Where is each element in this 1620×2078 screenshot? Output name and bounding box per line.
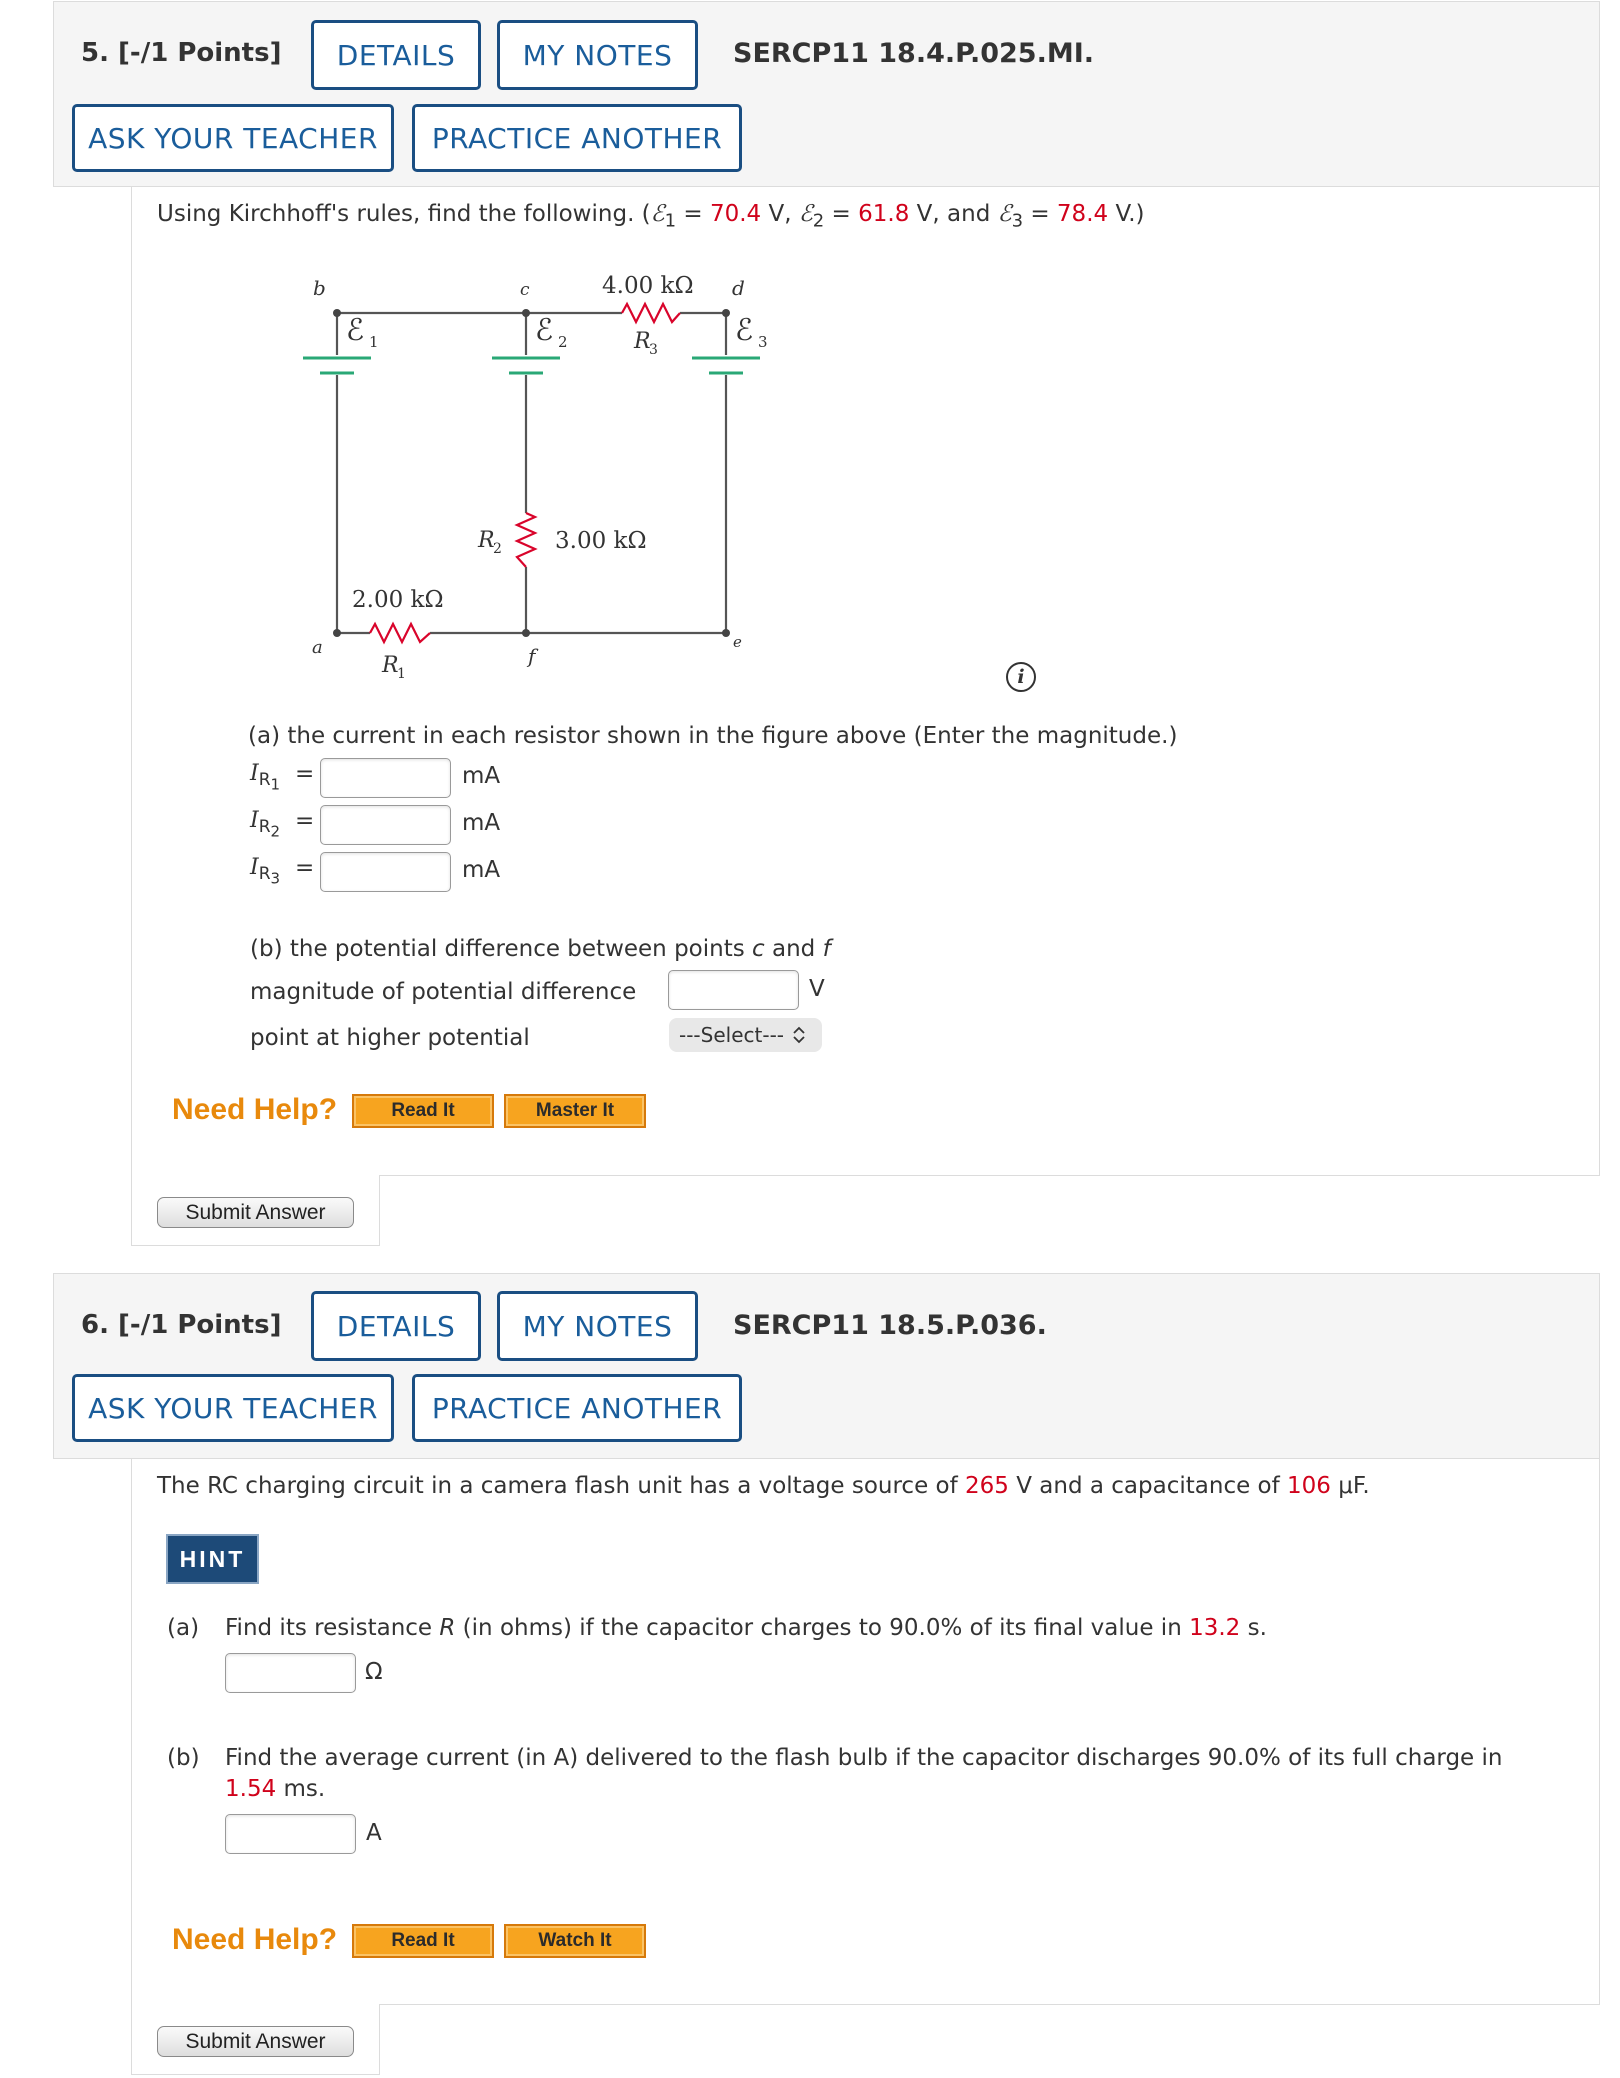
q6-part-a-label: (a): [167, 1615, 200, 1641]
q5-intro: [157, 201, 1145, 232]
current-r1-input[interactable]: [320, 758, 451, 798]
q5-part-b-text: [250, 936, 831, 962]
label-b: b: [313, 276, 326, 300]
current-r1-equals: =: [295, 761, 315, 787]
part-b-and: and: [764, 936, 823, 962]
current-r2-var: I: [250, 808, 259, 833]
r1-value: 2.00 kΩ: [352, 587, 444, 613]
resistor-r2: [517, 513, 535, 567]
intro-prefix: Using Kirchhoff's rules, find the following. (: [157, 201, 651, 227]
q5-read-it-button[interactable]: Read It: [352, 1094, 494, 1128]
q5-practice-another-button[interactable]: PRACTICE ANOTHER: [412, 104, 742, 172]
resistor-r3: [622, 304, 680, 322]
current-r3-input[interactable]: [320, 852, 451, 892]
emf1-label: ℰ: [346, 313, 365, 348]
intro-text-2: V and a capacitance of: [1008, 1473, 1288, 1499]
emf1-subscript: 1: [664, 210, 677, 232]
q5-number: 5.: [81, 38, 109, 68]
q6-need-help: Need Help?: [172, 1923, 338, 1956]
r2-name: R: [478, 528, 495, 553]
q5-header: [53, 1, 1600, 187]
r2-name-sub: 2: [493, 541, 502, 557]
current-r2-equals: =: [295, 808, 315, 834]
part-b-point-c: c: [752, 936, 765, 962]
current-r3-var: I: [250, 855, 259, 880]
label-f: f: [528, 644, 536, 668]
q5-part-a-text: (a) the current in each resistor shown in the figure above (Enter the magnitude.): [248, 723, 1178, 749]
emf3-symbol: ℰ: [997, 201, 1012, 227]
node-a: [333, 629, 341, 637]
current-r2-unit: mA: [462, 810, 501, 836]
q6-practice-another-button[interactable]: PRACTICE ANOTHER: [412, 1374, 742, 1442]
intro-text-3: μF.: [1330, 1473, 1370, 1499]
r3-value: 4.00 kΩ: [602, 273, 694, 299]
node-c: [522, 309, 530, 317]
higher-potential-label: point at higher potential: [250, 1025, 530, 1051]
part-a-text-1: Find its resistance: [225, 1615, 440, 1641]
node-b: [333, 309, 341, 317]
part-a-time: 13.2: [1189, 1615, 1241, 1641]
q6-submit-button[interactable]: Submit Answer: [157, 2026, 354, 2057]
magnitude-label: magnitude of potential difference: [250, 979, 637, 1005]
resistance-unit: Ω: [365, 1659, 383, 1685]
emf2-equals: =: [824, 201, 859, 227]
current-r1-subsub: 1: [270, 775, 281, 794]
q6-part-b-label: (b): [167, 1745, 200, 1771]
label-a: a: [312, 637, 323, 658]
r2-value: 3.00 kΩ: [555, 528, 647, 554]
potential-difference-unit: V: [809, 976, 825, 1002]
resistor-r1: [370, 624, 430, 642]
emf3-subscript: 3: [1011, 210, 1024, 232]
voltage-value: 265: [965, 1473, 1009, 1499]
emf1-value: 70.4: [709, 201, 762, 227]
part-b-time: 1.54: [225, 1776, 277, 1802]
higher-potential-select[interactable]: [669, 1018, 822, 1052]
potential-difference-input[interactable]: [668, 970, 799, 1010]
q6-my-notes-button[interactable]: MY NOTES: [497, 1291, 698, 1361]
q5-problem-id: SERCP11 18.4.P.025.MI.: [733, 38, 1095, 69]
emf3-unit: V.): [1108, 201, 1145, 227]
intro-text-1: The RC charging circuit in a camera flash unit has a voltage source of: [157, 1473, 966, 1499]
r3-name: R: [634, 329, 651, 354]
label-e: e: [733, 633, 742, 651]
r3-name-sub: 3: [649, 342, 658, 358]
current-r1-unit: mA: [462, 763, 501, 789]
emf3-label: ℰ: [735, 313, 754, 348]
current-r2-input[interactable]: [320, 805, 451, 845]
q6-watch-it-button[interactable]: Watch It: [504, 1924, 646, 1958]
q6-read-it-button[interactable]: Read It: [352, 1924, 494, 1958]
select-updown-icon: [792, 1026, 806, 1044]
part-a-text-3: s.: [1240, 1615, 1267, 1641]
circuit-diagram: [290, 255, 810, 695]
current-r3-unit: mA: [462, 857, 501, 883]
part-a-text-2: (in ohms) if the capacitor charges to 90.0% of its final value in: [455, 1615, 1190, 1641]
r1-name-sub: 1: [397, 666, 406, 682]
emf1-label-sub: 1: [369, 333, 379, 351]
q6-ask-teacher-button[interactable]: ASK YOUR TEACHER: [72, 1374, 394, 1442]
emf2-label: ℰ: [535, 313, 554, 348]
emf2-subscript: 2: [812, 210, 825, 232]
part-a-var: R: [439, 1615, 456, 1641]
current-r3-equals: =: [295, 855, 315, 881]
q6-part-b-text: Find the average current (in A) delivered to the flash bulb if the capacitor discharges 90.0% of its full charge in: [225, 1745, 1503, 1771]
emf1-equals: =: [676, 201, 710, 227]
q5-master-it-button[interactable]: Master It: [504, 1094, 646, 1128]
q5-points: [-/1 Points]: [118, 38, 282, 68]
current-r1-var: I: [250, 761, 259, 786]
resistance-input[interactable]: [225, 1653, 356, 1693]
q5-title: [81, 38, 281, 68]
current-r3-label: [250, 855, 280, 888]
node-d: [722, 309, 730, 317]
emf3-equals: =: [1023, 201, 1057, 227]
q6-details-button[interactable]: DETAILS: [311, 1291, 481, 1361]
q6-points: [-/1 Points]: [118, 1310, 282, 1340]
node-f: [522, 629, 530, 637]
part-b-time-unit: ms.: [276, 1776, 326, 1802]
current-r2-subsub: 2: [270, 822, 281, 841]
q5-my-notes-button[interactable]: MY NOTES: [497, 20, 698, 90]
info-icon[interactable]: i: [1006, 662, 1036, 692]
emf2-symbol: ℰ: [798, 201, 813, 227]
current-r2-label: [250, 808, 280, 841]
capacitance-value: 106: [1287, 1473, 1331, 1499]
q5-submit-button[interactable]: Submit Answer: [157, 1197, 354, 1228]
emf1-symbol: ℰ: [650, 201, 665, 227]
current-unit: A: [366, 1820, 382, 1846]
current-input[interactable]: [225, 1814, 356, 1854]
q6-intro: [157, 1473, 1370, 1499]
select-value: ---Select---: [679, 1023, 784, 1047]
current-r3-sub: R: [258, 864, 271, 885]
q6-number: 6.: [81, 1310, 109, 1340]
q5-ask-teacher-button[interactable]: ASK YOUR TEACHER: [72, 104, 394, 172]
q6-problem-id: SERCP11 18.5.P.036.: [733, 1310, 1047, 1341]
current-r2-sub: R: [258, 817, 271, 838]
emf3-value: 78.4: [1056, 201, 1109, 227]
q6-part-a-text: [225, 1615, 1267, 1641]
label-d: d: [732, 276, 745, 300]
node-e: [722, 629, 730, 637]
label-c: c: [520, 280, 530, 300]
current-r3-subsub: 3: [270, 869, 281, 888]
current-r1-label: [250, 761, 280, 794]
q5-details-button[interactable]: DETAILS: [311, 20, 481, 90]
part-b-prefix: (b) the potential difference between points: [250, 936, 753, 962]
q6-title: [81, 1310, 281, 1340]
emf1-unit: V,: [761, 201, 799, 227]
r1-name: R: [382, 653, 399, 678]
emf2-unit: V, and: [909, 201, 998, 227]
emf2-value: 61.8: [858, 201, 910, 227]
part-b-point-f: f: [822, 936, 831, 962]
emf2-label-sub: 2: [558, 333, 568, 351]
q5-need-help: Need Help?: [172, 1093, 338, 1126]
hint-button[interactable]: HINT: [166, 1534, 259, 1584]
emf3-label-sub: 3: [758, 333, 768, 351]
q6-header: [53, 1273, 1600, 1459]
current-r1-sub: R: [258, 770, 271, 791]
q6-part-b-time: [225, 1776, 325, 1802]
